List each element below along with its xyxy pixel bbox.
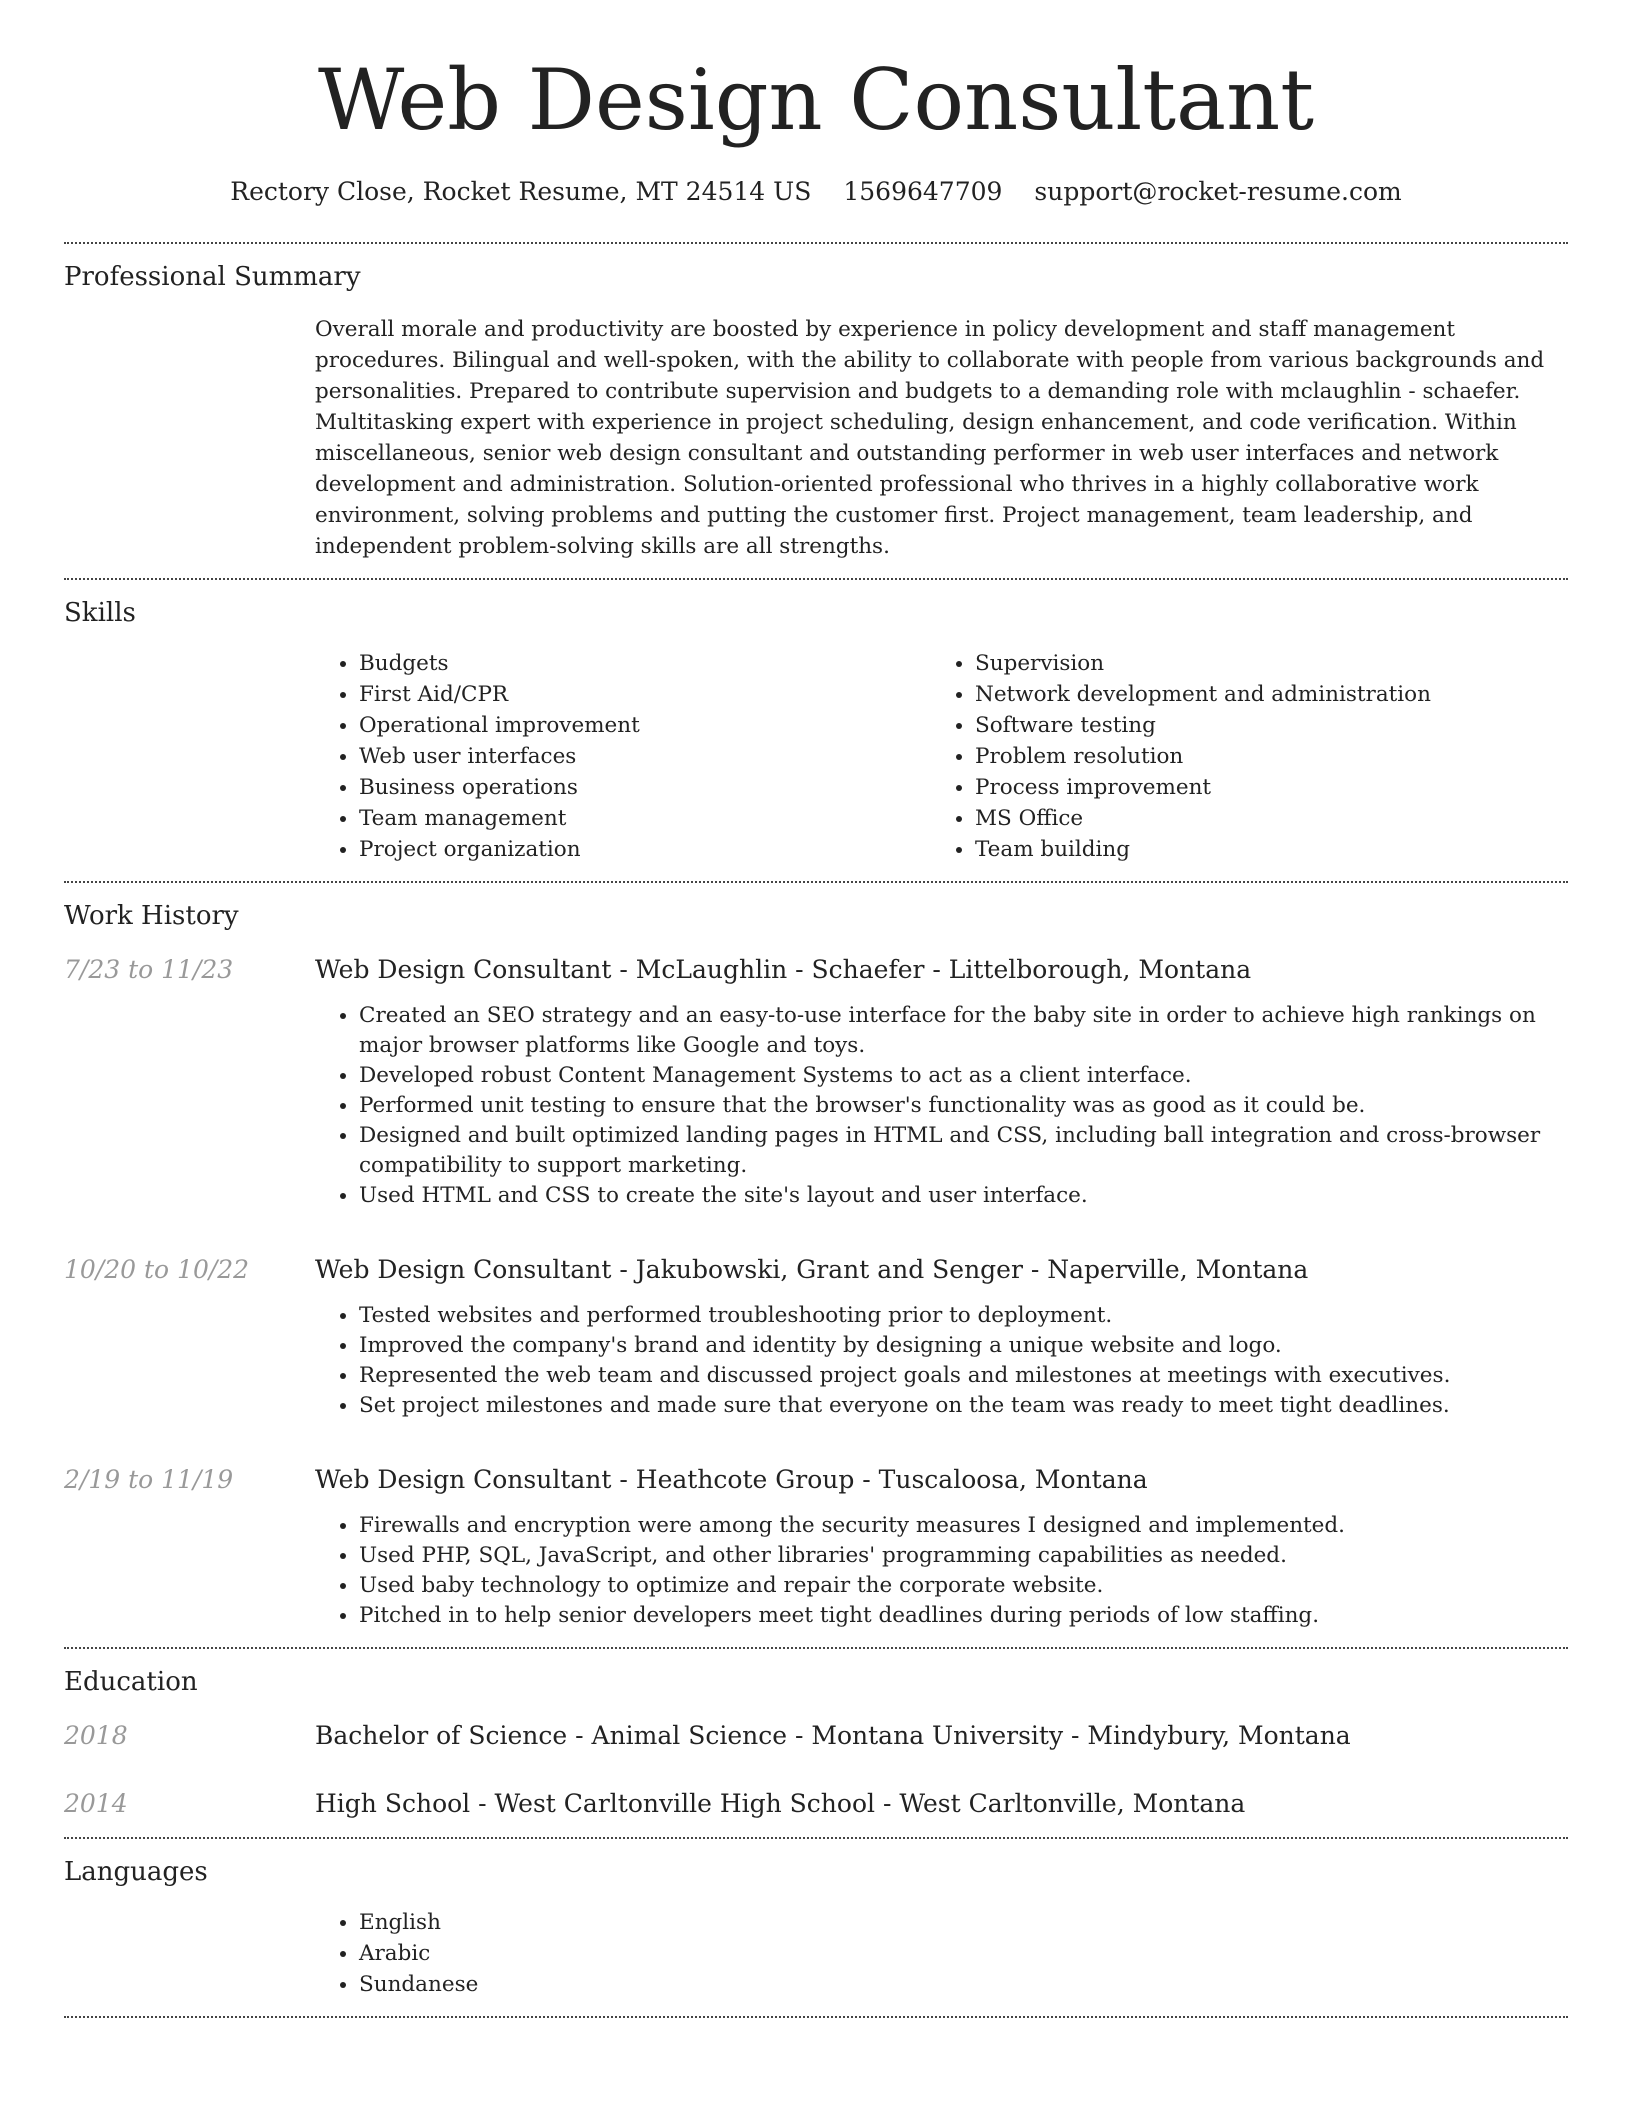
education-school-location: - Montana University - Mindybury, Montana bbox=[787, 1721, 1351, 1750]
skill-item: • Project organization bbox=[359, 834, 931, 865]
language-item: • Sundanese bbox=[359, 1969, 1568, 2000]
job-bullet: • Developed robust Content Management Systems to act as a client interface. bbox=[359, 1061, 1568, 1091]
job-bullet: • Set project milestones and made sure that everyone on the team was ready to meet tight deadlines. bbox=[359, 1391, 1568, 1421]
skill-item: • Software testing bbox=[975, 710, 1547, 741]
contact-phone: 1569647709 bbox=[843, 177, 1003, 206]
resume-name-heading: Web Design Consultant bbox=[318, 51, 1314, 149]
job-bullet: • Used PHP, SQL, JavaScript, and other libraries' programming capabilities as needed. bbox=[359, 1541, 1568, 1571]
job-bullet: • Firewalls and encryption were among the security measures I designed and implemented. bbox=[359, 1511, 1568, 1541]
language-item: • English bbox=[359, 1907, 1568, 1938]
skills-section bbox=[64, 580, 1568, 865]
job-dates: 7/23 to 11/23 bbox=[64, 955, 234, 984]
job-dates: 2/19 to 11/19 bbox=[64, 1465, 234, 1494]
skill-item: • Problem resolution bbox=[975, 741, 1547, 772]
education-list bbox=[64, 1719, 1568, 1821]
skills-grid bbox=[315, 648, 1568, 865]
job-bullet: • Pitched in to help senior developers meet tight deadlines during periods of low staffing. bbox=[359, 1601, 1568, 1631]
education-entry bbox=[64, 1719, 1568, 1753]
skill-item: • First Aid/CPR bbox=[359, 679, 931, 710]
job-bullets bbox=[315, 1301, 1568, 1421]
job-bullet: • Performed unit testing to ensure that the browser's functionality was as good as it could be. bbox=[359, 1091, 1568, 1121]
summary-text: Overall morale and productivity are boosted by experience in policy development and staff management procedures. Bilingual and well-spoken, with the ability to collaborate with people from various backgrounds and personalities. Prepared to contribute supervision and budgets to a demanding role with mclaughlin - schaefer. Multitasking expert with experience in project scheduling, design enhancement, and code verification. Within miscellaneous, senior web design consultant and outstanding performer in web user interfaces and network development and administration. Solution-oriented professional who thrives in a highly collaborative work environment, solving problems and putting the customer first. Project management, team leadership, and independent problem-solving skills are all strengths. bbox=[315, 317, 1545, 559]
languages-section bbox=[64, 1839, 1568, 2000]
education-year: 2018 bbox=[64, 1721, 128, 1750]
contact-email: support@rocket-resume.com bbox=[1034, 177, 1402, 206]
skill-item: • Business operations bbox=[359, 772, 931, 803]
job-title: Web Design Consultant bbox=[315, 1465, 612, 1494]
skill-item: • Web user interfaces bbox=[359, 741, 931, 772]
job-bullets bbox=[315, 1001, 1568, 1211]
job-bullet: • Created an SEO strategy and an easy-to-use interface for the baby site in order to achieve high rankings on major browser platforms like Google and toys. bbox=[359, 1001, 1568, 1061]
skill-item: • Operational improvement bbox=[359, 710, 931, 741]
job-bullet: • Represented the web team and discussed project goals and milestones at meetings with executives. bbox=[359, 1361, 1568, 1391]
education-school-location: - West Carltonville High School - West Carltonville, Montana bbox=[470, 1789, 1246, 1818]
job-bullet: • Designed and built optimized landing pages in HTML and CSS, including ball integration and cross-browser compatibility to support marketing. bbox=[359, 1121, 1568, 1181]
education-section bbox=[64, 1649, 1568, 1821]
job-bullet: • Improved the company's brand and identity by designing a unique website and logo. bbox=[359, 1331, 1568, 1361]
job-bullets bbox=[315, 1511, 1568, 1631]
contact-address: Rectory Close, Rocket Resume, MT 24514 US bbox=[230, 177, 812, 206]
job-entry bbox=[64, 953, 1568, 1211]
languages-divider bbox=[64, 2016, 1568, 2018]
education-heading bbox=[315, 1787, 1245, 1821]
skill-item: • Budgets bbox=[359, 648, 931, 679]
job-dates: 10/20 to 10/22 bbox=[64, 1255, 250, 1284]
job-entry bbox=[64, 1463, 1568, 1631]
skills-section-title: Skills bbox=[64, 598, 136, 628]
work-section bbox=[64, 883, 1568, 1631]
education-heading bbox=[315, 1719, 1351, 1753]
education-entry bbox=[64, 1787, 1568, 1821]
skills-list-right bbox=[931, 648, 1547, 865]
job-entry bbox=[64, 1253, 1568, 1421]
languages-list bbox=[315, 1907, 1568, 2000]
contact-line bbox=[64, 176, 1568, 208]
job-heading bbox=[315, 1253, 1308, 1287]
summary-section-title: Professional Summary bbox=[64, 262, 361, 292]
education-year: 2014 bbox=[64, 1789, 128, 1818]
skill-item: • MS Office bbox=[975, 803, 1547, 834]
language-item: • Arabic bbox=[359, 1938, 1568, 1969]
job-bullet: • Tested websites and performed troubleshooting prior to deployment. bbox=[359, 1301, 1568, 1331]
skill-item: • Team management bbox=[359, 803, 931, 834]
job-title: Web Design Consultant bbox=[315, 955, 612, 984]
education-degree: High School bbox=[315, 1789, 471, 1818]
education-section-title: Education bbox=[64, 1667, 198, 1697]
job-bullet: • Used baby technology to optimize and repair the corporate website. bbox=[359, 1571, 1568, 1601]
job-heading bbox=[315, 953, 1251, 987]
job-employer-location: - McLaughlin - Schaefer - Littelborough, Montana bbox=[611, 955, 1252, 984]
job-bullet: • Used HTML and CSS to create the site's layout and user interface. bbox=[359, 1181, 1568, 1211]
job-title: Web Design Consultant bbox=[315, 1255, 612, 1284]
job-employer-location: - Jakubowski, Grant and Senger - Naperville, Montana bbox=[611, 1255, 1309, 1284]
skills-list-left bbox=[315, 648, 931, 865]
skill-item: • Team building bbox=[975, 834, 1547, 865]
jobs-list bbox=[64, 953, 1568, 1631]
languages-section-title: Languages bbox=[64, 1857, 208, 1887]
summary-section bbox=[64, 244, 1568, 562]
skill-item: • Network development and administration bbox=[975, 679, 1547, 710]
job-heading bbox=[315, 1463, 1148, 1497]
work-section-title: Work History bbox=[64, 901, 239, 931]
education-degree: Bachelor of Science - Animal Science bbox=[315, 1721, 788, 1750]
skill-item: • Supervision bbox=[975, 648, 1547, 679]
job-employer-location: - Heathcote Group - Tuscaloosa, Montana bbox=[611, 1465, 1148, 1494]
skill-item: • Process improvement bbox=[975, 772, 1547, 803]
